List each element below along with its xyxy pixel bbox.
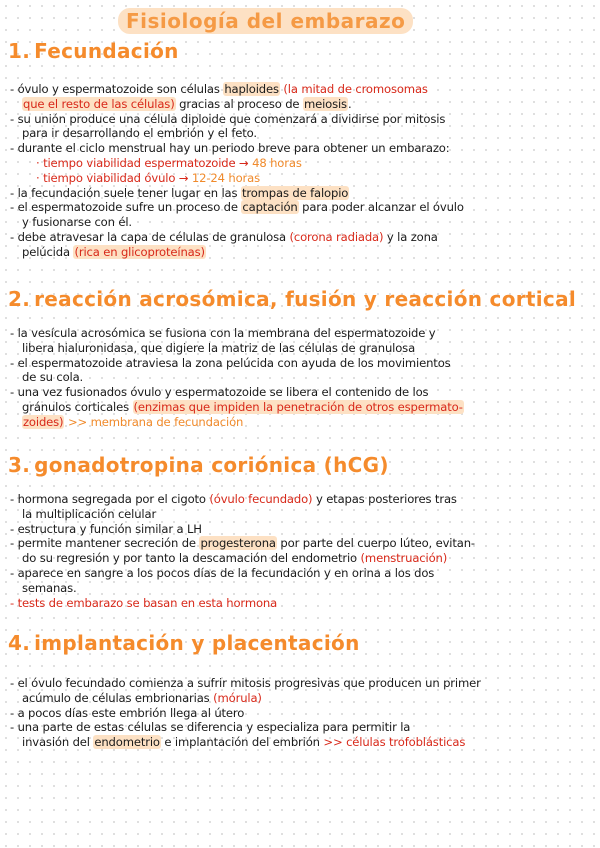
section-3-heading xyxy=(8,452,389,478)
s1-line-7: · tiempo viabilidad óvulo → 12-24 horas xyxy=(36,170,260,185)
s1-line-11: - debe atravesar la capa de células de granulosa (corona radiada) y la zona xyxy=(10,229,438,244)
s3-line-3: - estructura y función similar a LH xyxy=(10,521,202,536)
s1-line-3: - su unión produce una célula diploide que comenzará a dividirse por mitosis xyxy=(10,111,446,126)
s1-line-1: - óvulo y espermatozoide son células haploides (la mitad de cromosomas xyxy=(10,82,428,96)
s2-line-4: de su cola. xyxy=(22,370,84,385)
s1-line-9: - el espermatozoide sufre un proceso de captación para poder alcanzar el óvulo xyxy=(10,200,464,215)
s1-line-12: pelúcida (rica en glicoproteínas) xyxy=(22,244,205,259)
s2-line-2: libera hialuronidasa, que digiere la matriz de las células de granulosa xyxy=(22,340,416,355)
s1-line-5: - durante el ciclo menstrual hay un periodo breve para obtener un embarazo: xyxy=(10,141,450,156)
page-title: Fisiología del embarazo xyxy=(118,8,413,34)
s3-line-2: la multiplicación celular xyxy=(22,506,157,521)
section-2-heading xyxy=(8,286,576,312)
s4-line-4: - una parte de estas células se diferencia y especializa para permitir la xyxy=(10,720,411,735)
s1-line-4: para ir desarrollando el embrión y el feto. xyxy=(22,126,257,141)
s2-line-7: zoides) >> membrana de fecundación xyxy=(23,414,244,429)
s3-line-8: - tests de embarazo se basan en esta hormona xyxy=(10,595,278,610)
s2-line-1: - la vesícula acrosómica se fusiona con la membrana del espermatozoide y xyxy=(10,326,436,340)
s3-line-5: do su regresión y por tanto la descamación del endometrio (menstruación) xyxy=(22,551,448,566)
s1-line-8: - la fecundación suele tener lugar en las trompas de falopio xyxy=(10,185,349,200)
section-4-heading xyxy=(8,630,360,656)
section-3-title: gonadotropina coriónica (hCG) xyxy=(34,453,389,477)
s4-line-5: invasión del endometrio e implantación del embrión >> células trofoblásticas xyxy=(22,735,466,750)
s2-line-6: gránulos corticales (enzimas que impiden la penetración de otros espermato- xyxy=(22,399,463,414)
section-3-number: 3. xyxy=(8,453,31,477)
section-1-heading xyxy=(8,38,179,64)
section-4-title: implantación y placentación xyxy=(34,631,360,655)
s1-line-2: que el resto de las células) gracias al proceso de meiosis. xyxy=(23,96,352,111)
s3-line-1: - hormona segregada por el cigoto (óvulo fecundado) y etapas posteriores tras xyxy=(10,492,457,506)
section-1-title: Fecundación xyxy=(34,39,179,63)
s2-line-5: - una vez fusionados óvulo y espermatozoide se libera el contenido de los xyxy=(10,385,429,400)
s4-line-2: acúmulo de células embrionarias (mórula) xyxy=(22,690,262,705)
section-2-title: reacción acrosómica, fusión y reacción cortical xyxy=(34,287,577,311)
section-2-body xyxy=(10,326,592,430)
s1-line-10: y fusionarse con él. xyxy=(22,215,132,230)
s3-line-7: semanas. xyxy=(22,580,77,595)
section-2-number: 2. xyxy=(8,287,31,311)
section-4-number: 4. xyxy=(8,631,31,655)
s4-line-1: - el óvulo fecundado comienza a sufrir mitosis progresivas que producen un primer xyxy=(10,676,481,690)
section-1-number: 1. xyxy=(8,39,31,63)
s2-line-3: - el espermatozoide atraviesa la zona pelúcida con ayuda de los movimientos xyxy=(10,355,451,370)
s1-line-6: · tiempo viabilidad espermatozoide → 48 horas xyxy=(36,155,302,170)
section-1-body xyxy=(10,82,592,260)
s4-line-3: - a pocos días este embrión llega al útero xyxy=(10,705,245,720)
s3-line-4: - permite mantener secreción de progesterona por parte del cuerpo lúteo, evitan- xyxy=(10,536,475,551)
s3-line-6: - aparece en sangre a los pocos días de la fecundación y en orina a los dos xyxy=(10,565,435,580)
section-3-body xyxy=(10,492,592,610)
section-4-body xyxy=(10,676,592,750)
